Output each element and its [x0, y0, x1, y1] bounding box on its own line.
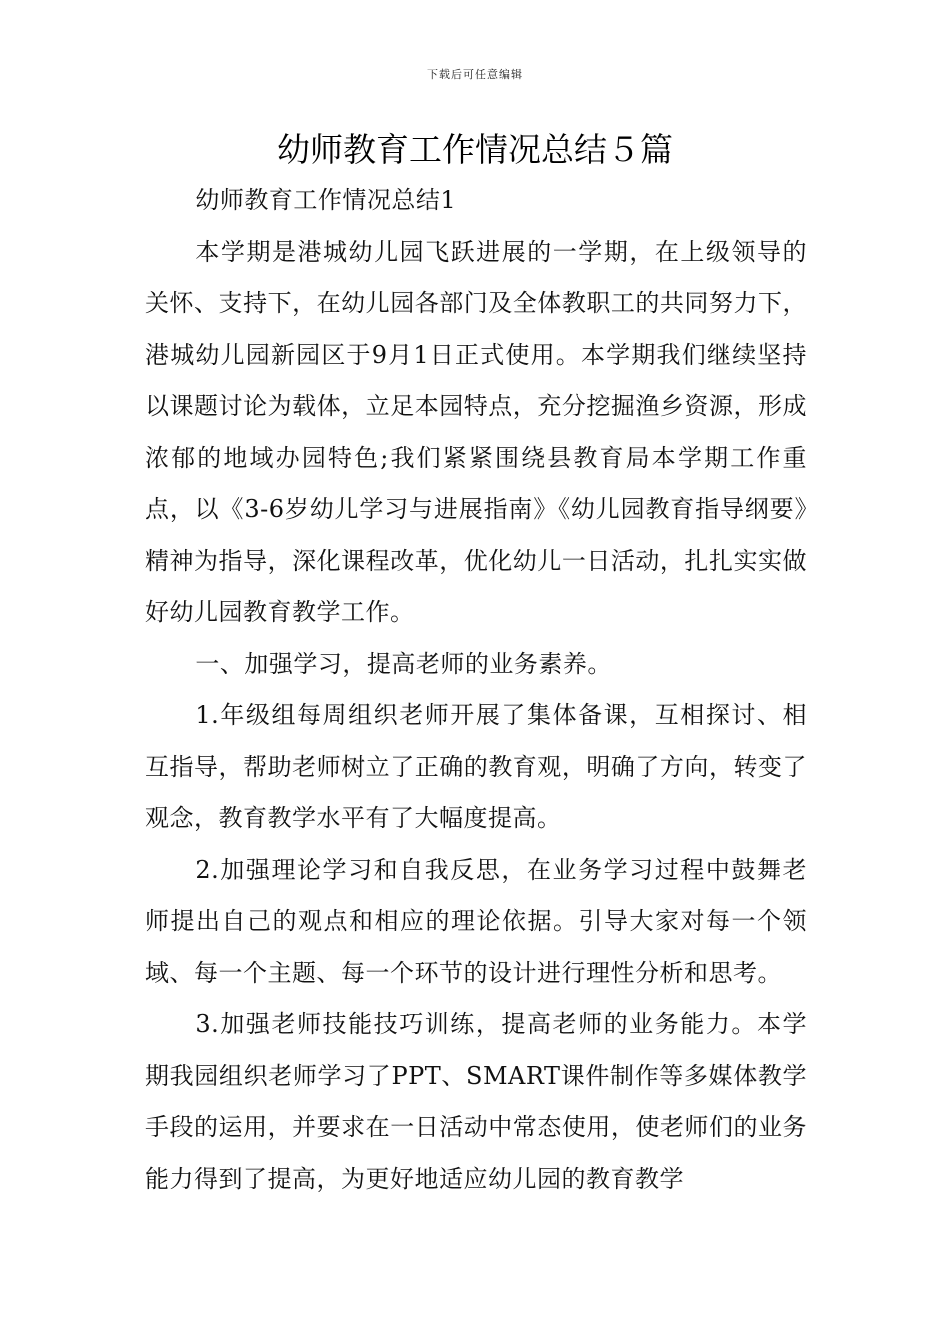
body-paragraph: 1.年级组每周组织老师开展了集体备课，互相探讨、相互指导，帮助老师树立了正确的教育观，明确了方向，转变了观念，教育教学水平有了大幅度提高。	[145, 701, 807, 832]
document-title: 幼师教育工作情况总结５篇	[277, 130, 673, 169]
section-heading: 一、加强学习，提高老师的业务素养。	[195, 649, 612, 678]
body-paragraph: 本学期是港城幼儿园飞跃进展的一学期，在上级领导的关怀、支持下，在幼儿园各部门及全体教职工的共同努力下，港城幼儿园新园区于9月1日正式使用。本学期我们继续坚持以课题讨论为载体，立足本园特点，充分挖掘渔乡资源，形成浓郁的地域办园特色;我们紧紧围绕县教育局本学期工作重点，以《3-6岁幼儿学习与进展指南》《幼儿园教育指导纲要》精神为指导，深化课程改革，优化幼儿一日活动，扎扎实实做好幼儿园教育教学工作。	[145, 237, 807, 626]
page-header-note: 下载后可任意编辑	[427, 68, 523, 81]
body-paragraph: 2.加强理论学习和自我反思，在业务学习过程中鼓舞老师提出自己的观点和相应的理论依据。引导大家对每一个领域、每一个主题、每一个环节的设计进行理性分析和思考。	[145, 855, 807, 987]
document-body	[145, 175, 807, 1205]
body-paragraph: 3.加强老师技能技巧训练，提高老师的业务能力。本学期我园组织老师学习了PPT、SMART课件制作等多媒体教学手段的运用，并要求在一日活动中常态使用，使老师们的业务能力得到了提高，为更好地适应幼儿园的教育教学	[145, 1010, 807, 1193]
section-heading: 幼师教育工作情况总结1	[195, 186, 457, 214]
